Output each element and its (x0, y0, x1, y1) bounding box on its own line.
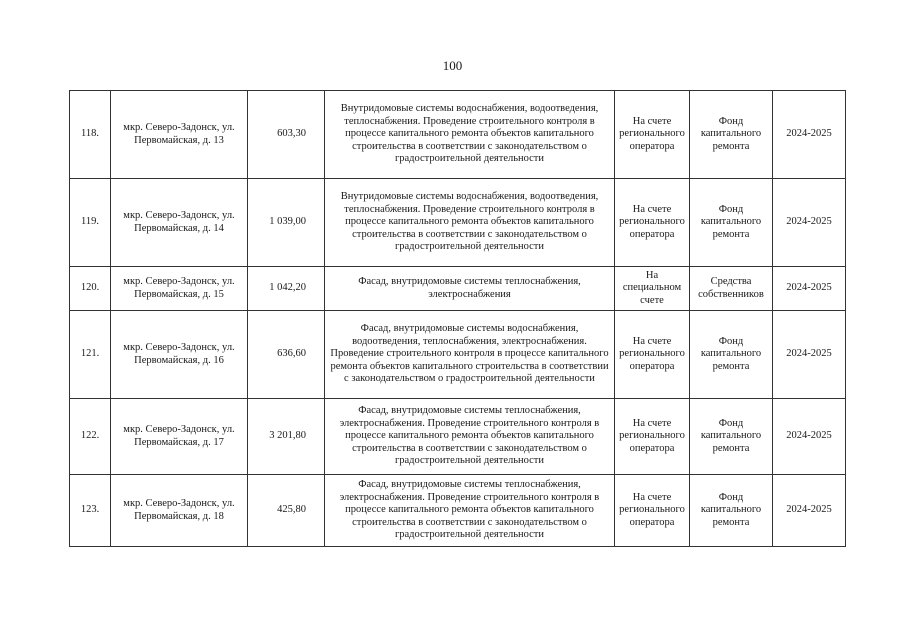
funding-source-cell: Фонд капитального ремонта (690, 179, 773, 267)
works-cell: Фасад, внутридомовые системы теплоснабжения, электроснабжения. Проведение строительного контроля в процессе капитального ремонта объектов капитального строительства в соответствии с законодательством о градостроительной деятельности (325, 475, 615, 547)
works-cell: Фасад, внутридомовые системы теплоснабжения, электроснабжения. Проведение строительного контроля в процессе капитального ремонта объектов капитального строительства в соответствии с законодательством о градостроительной деятельности (325, 399, 615, 475)
works-cell: Внутридомовые системы водоснабжения, водоотведения, теплоснабжения. Проведение строительного контроля в процессе капитального ремонта объектов капитального строительства в соответствии с законодательством о градостроительной деятельности (325, 179, 615, 267)
account-cell: На счете регионального оператора (615, 399, 690, 475)
works-cell: Внутридомовые системы водоснабжения, водоотведения, теплоснабжения. Проведение строительного контроля в процессе капитального ремонта объектов капитального строительства в соответствии с законодательством о градостроительной деятельности (325, 91, 615, 179)
table-row (70, 399, 846, 475)
funding-source-cell: Фонд капитального ремонта (690, 399, 773, 475)
period-cell: 2024-2025 (773, 267, 846, 311)
funding-source-cell: Фонд капитального ремонта (690, 475, 773, 547)
area-cell: 3 201,80 (248, 399, 325, 475)
area-cell: 636,60 (248, 311, 325, 399)
account-cell: На счете регионального оператора (615, 91, 690, 179)
repair-schedule-table (69, 90, 846, 547)
period-cell: 2024-2025 (773, 311, 846, 399)
row-number: 119. (70, 179, 111, 267)
funding-source-cell: Фонд капитального ремонта (690, 91, 773, 179)
account-cell: На счете регионального оператора (615, 475, 690, 547)
period-cell: 2024-2025 (773, 179, 846, 267)
row-number: 118. (70, 91, 111, 179)
address-cell: мкр. Северо-Задонск, ул. Первомайская, д. 15 (111, 267, 248, 311)
address-cell: мкр. Северо-Задонск, ул. Первомайская, д. 16 (111, 311, 248, 399)
area-cell: 425,80 (248, 475, 325, 547)
row-number: 123. (70, 475, 111, 547)
works-cell: Фасад, внутридомовые системы водоснабжения, водоотведения, теплоснабжения, электроснабжения. Проведение строительного контроля в процессе капитального ремонта объектов капитального строительства в соответствии с законодательством о градостроительной деятельности (325, 311, 615, 399)
funding-source-cell: Средства собственников (690, 267, 773, 311)
works-cell: Фасад, внутридомовые системы теплоснабжения, электроснабжения (325, 267, 615, 311)
account-cell: На специальном счете (615, 267, 690, 311)
table-row (70, 475, 846, 547)
address-cell: мкр. Северо-Задонск, ул. Первомайская, д. 13 (111, 91, 248, 179)
period-cell: 2024-2025 (773, 91, 846, 179)
account-cell: На счете регионального оператора (615, 311, 690, 399)
table-row (70, 311, 846, 399)
address-cell: мкр. Северо-Задонск, ул. Первомайская, д. 18 (111, 475, 248, 547)
area-cell: 1 042,20 (248, 267, 325, 311)
address-cell: мкр. Северо-Задонск, ул. Первомайская, д. 17 (111, 399, 248, 475)
table-row (70, 267, 846, 311)
row-number: 121. (70, 311, 111, 399)
funding-source-cell: Фонд капитального ремонта (690, 311, 773, 399)
row-number: 120. (70, 267, 111, 311)
period-cell: 2024-2025 (773, 399, 846, 475)
row-number: 122. (70, 399, 111, 475)
area-cell: 603,30 (248, 91, 325, 179)
table-row (70, 179, 846, 267)
address-cell: мкр. Северо-Задонск, ул. Первомайская, д. 14 (111, 179, 248, 267)
account-cell: На счете регионального оператора (615, 179, 690, 267)
period-cell: 2024-2025 (773, 475, 846, 547)
table-row (70, 91, 846, 179)
page-number: 100 (442, 58, 463, 73)
area-cell: 1 039,00 (248, 179, 325, 267)
